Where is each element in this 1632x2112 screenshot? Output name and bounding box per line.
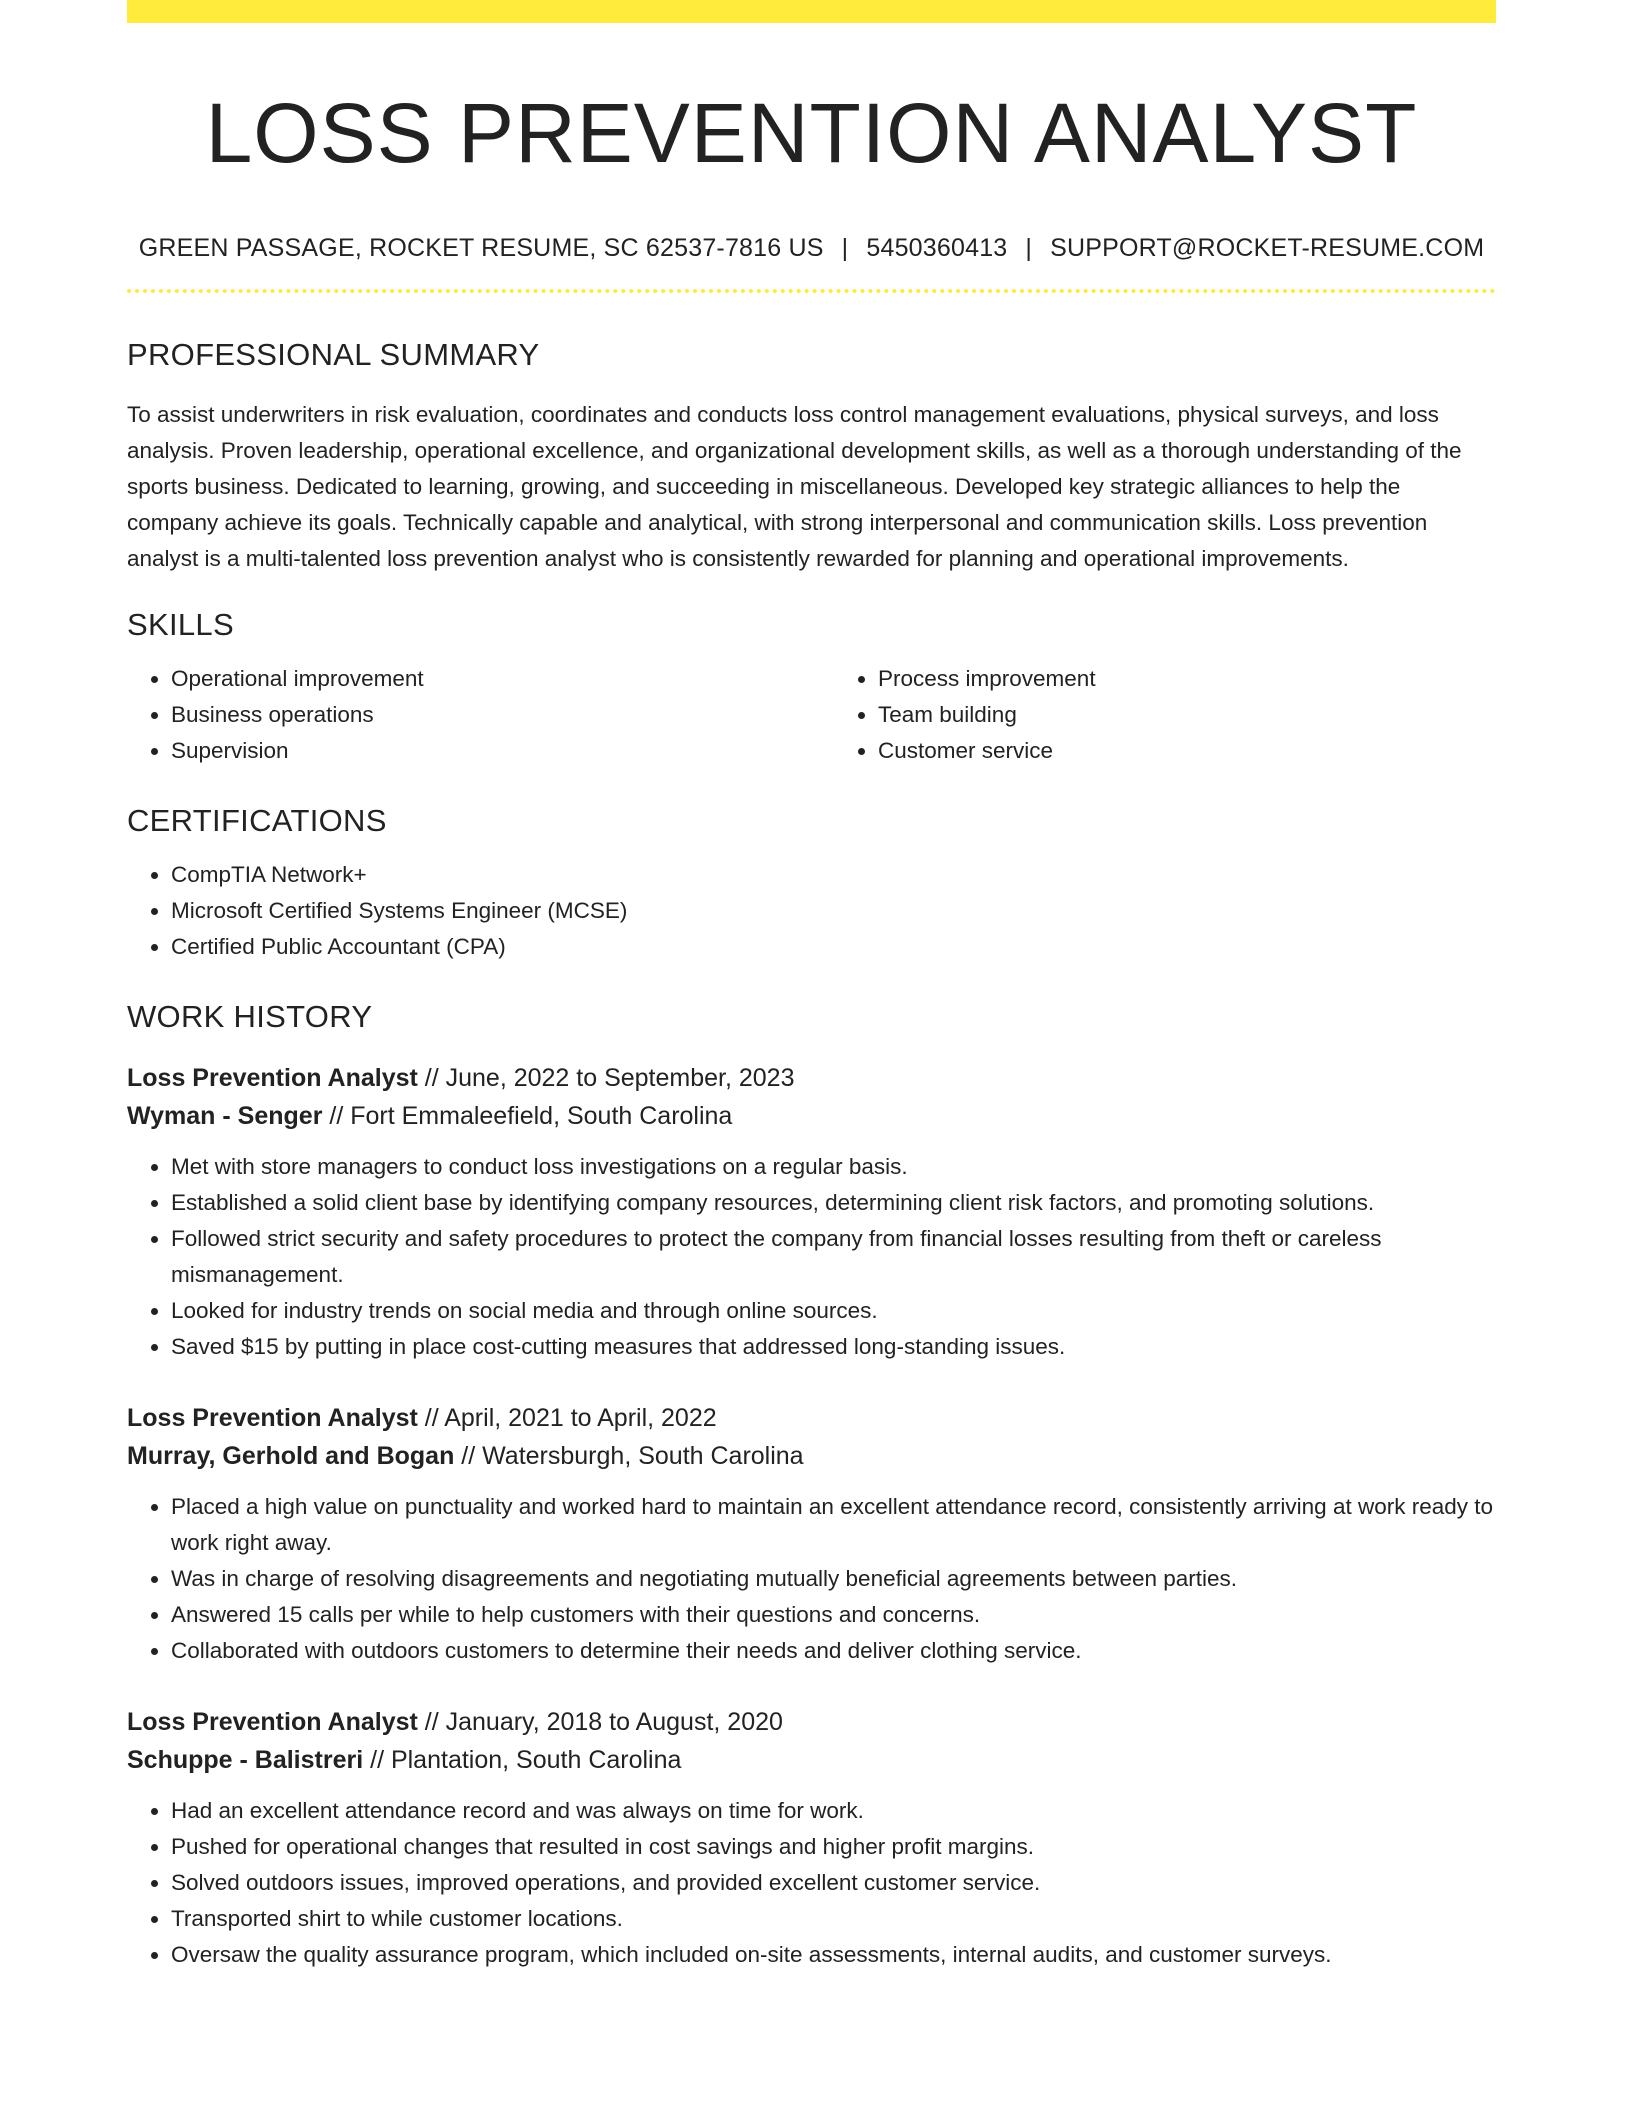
- job-company-line: [127, 1097, 1496, 1135]
- job-dates: // April, 2021 to April, 2022: [417, 1403, 717, 1432]
- phone: 5450360413: [866, 233, 1008, 262]
- job-title-line: [127, 1059, 1496, 1097]
- job-title-line: [127, 1703, 1496, 1741]
- skills-list: [127, 661, 1496, 769]
- resume-page: [127, 0, 1496, 1973]
- job-entry: [127, 1703, 1496, 1973]
- certification-item: • Certified Public Accountant (CPA): [171, 929, 1496, 965]
- certification-item: • Microsoft Certified Systems Engineer (MCSE): [171, 893, 1496, 929]
- job-bullet: • Met with store managers to conduct loss investigations on a regular basis.: [171, 1149, 1496, 1185]
- certifications-list: [127, 857, 1496, 965]
- certification-item: • CompTIA Network+: [171, 857, 1496, 893]
- job-bullet: • Transported shirt to while customer locations.: [171, 1901, 1496, 1937]
- job-role: Loss Prevention Analyst: [127, 1063, 418, 1092]
- job-bullet: • Established a solid client base by identifying company resources, determining client risk factors, and promoting solutions.: [171, 1185, 1496, 1221]
- skills-heading: SKILLS: [127, 606, 234, 642]
- job-bullet: • Had an excellent attendance record and was always on time for work.: [171, 1793, 1496, 1829]
- skill-item: • Supervision: [171, 733, 789, 769]
- resume-title: LOSS PREVENTION ANALYST: [205, 86, 1418, 180]
- summary-heading: PROFESSIONAL SUMMARY: [127, 336, 540, 372]
- summary-text: To assist underwriters in risk evaluation, coordinates and conducts loss control management evaluations, physical surveys, and loss analysis. Proven leadership, operational excellence, and organizational development skills, as well as a thorough understanding of the sports business. Dedicated to learning, growing, and succeeding in miscellaneous. Developed key strategic alliances to help the company achieve its goals. Technically capable and analytical, with strong interpersonal and communication skills. Loss prevention analyst is a multi-talented loss prevention analyst who is consistently rewarded for planning and operational improvements.: [127, 401, 1462, 571]
- job-bullet: • Oversaw the quality assurance program, which included on-site assessments, internal audits, and customer surveys.: [171, 1937, 1496, 1973]
- job-entry: [127, 1059, 1496, 1365]
- job-location: // Plantation, South Carolina: [363, 1745, 682, 1774]
- job-bullet: • Looked for industry trends on social media and through online sources.: [171, 1293, 1496, 1329]
- job-bullet: • Was in charge of resolving disagreements and negotiating mutually beneficial agreements between parties.: [171, 1561, 1496, 1597]
- job-bullets: [127, 1489, 1496, 1669]
- job-company-line: [127, 1437, 1496, 1475]
- skill-item: • Customer service: [878, 733, 1496, 769]
- separator: |: [1025, 233, 1033, 262]
- job-bullets: [127, 1793, 1496, 1973]
- job-location: // Fort Emmaleefield, South Carolina: [322, 1101, 733, 1130]
- accent-bar: [127, 0, 1496, 23]
- job-bullets: [127, 1149, 1496, 1365]
- contact-line: [127, 234, 1496, 263]
- job-bullet: • Collaborated with outdoors customers to determine their needs and deliver clothing service.: [171, 1633, 1496, 1669]
- skill-item: • Operational improvement: [171, 661, 789, 697]
- job-role: Loss Prevention Analyst: [127, 1403, 418, 1432]
- job-bullet: • Saved $15 by putting in place cost-cutting measures that addressed long-standing issues.: [171, 1329, 1496, 1365]
- job-dates: // January, 2018 to August, 2020: [417, 1707, 783, 1736]
- job-title-line: [127, 1399, 1496, 1437]
- job-bullet: • Answered 15 calls per while to help customers with their questions and concerns.: [171, 1597, 1496, 1633]
- job-company: Murray, Gerhold and Bogan: [127, 1441, 455, 1470]
- job-bullet: • Solved outdoors issues, improved operations, and provided excellent customer service.: [171, 1865, 1496, 1901]
- dotted-divider: [127, 289, 1496, 293]
- certifications-heading: CERTIFICATIONS: [127, 802, 387, 838]
- job-bullet: • Placed a high value on punctuality and worked hard to maintain an excellent attendance record, consistently arriving at work ready to work right away.: [171, 1489, 1496, 1561]
- skill-item: • Business operations: [171, 697, 789, 733]
- job-company: Schuppe - Balistreri: [127, 1745, 364, 1774]
- job-entry: [127, 1399, 1496, 1669]
- skill-item: • Process improvement: [878, 661, 1496, 697]
- work-history-heading: WORK HISTORY: [127, 998, 373, 1034]
- skills-column-right: [834, 661, 1496, 769]
- separator: |: [841, 233, 849, 262]
- job-company: Wyman - Senger: [127, 1101, 323, 1130]
- skills-column-left: [127, 661, 789, 769]
- job-bullet: • Pushed for operational changes that resulted in cost savings and higher profit margins.: [171, 1829, 1496, 1865]
- job-company-line: [127, 1741, 1496, 1779]
- skill-item: • Team building: [878, 697, 1496, 733]
- job-role: Loss Prevention Analyst: [127, 1707, 418, 1736]
- job-bullet: • Followed strict security and safety procedures to protect the company from financial losses resulting from theft or careless mismanagement.: [171, 1221, 1496, 1293]
- email: SUPPORT@ROCKET-RESUME.COM: [1050, 233, 1485, 262]
- address: GREEN PASSAGE, ROCKET RESUME, SC 62537-7816 US: [138, 233, 824, 262]
- job-dates: // June, 2022 to September, 2023: [417, 1063, 795, 1092]
- job-location: // Watersburgh, South Carolina: [454, 1441, 804, 1470]
